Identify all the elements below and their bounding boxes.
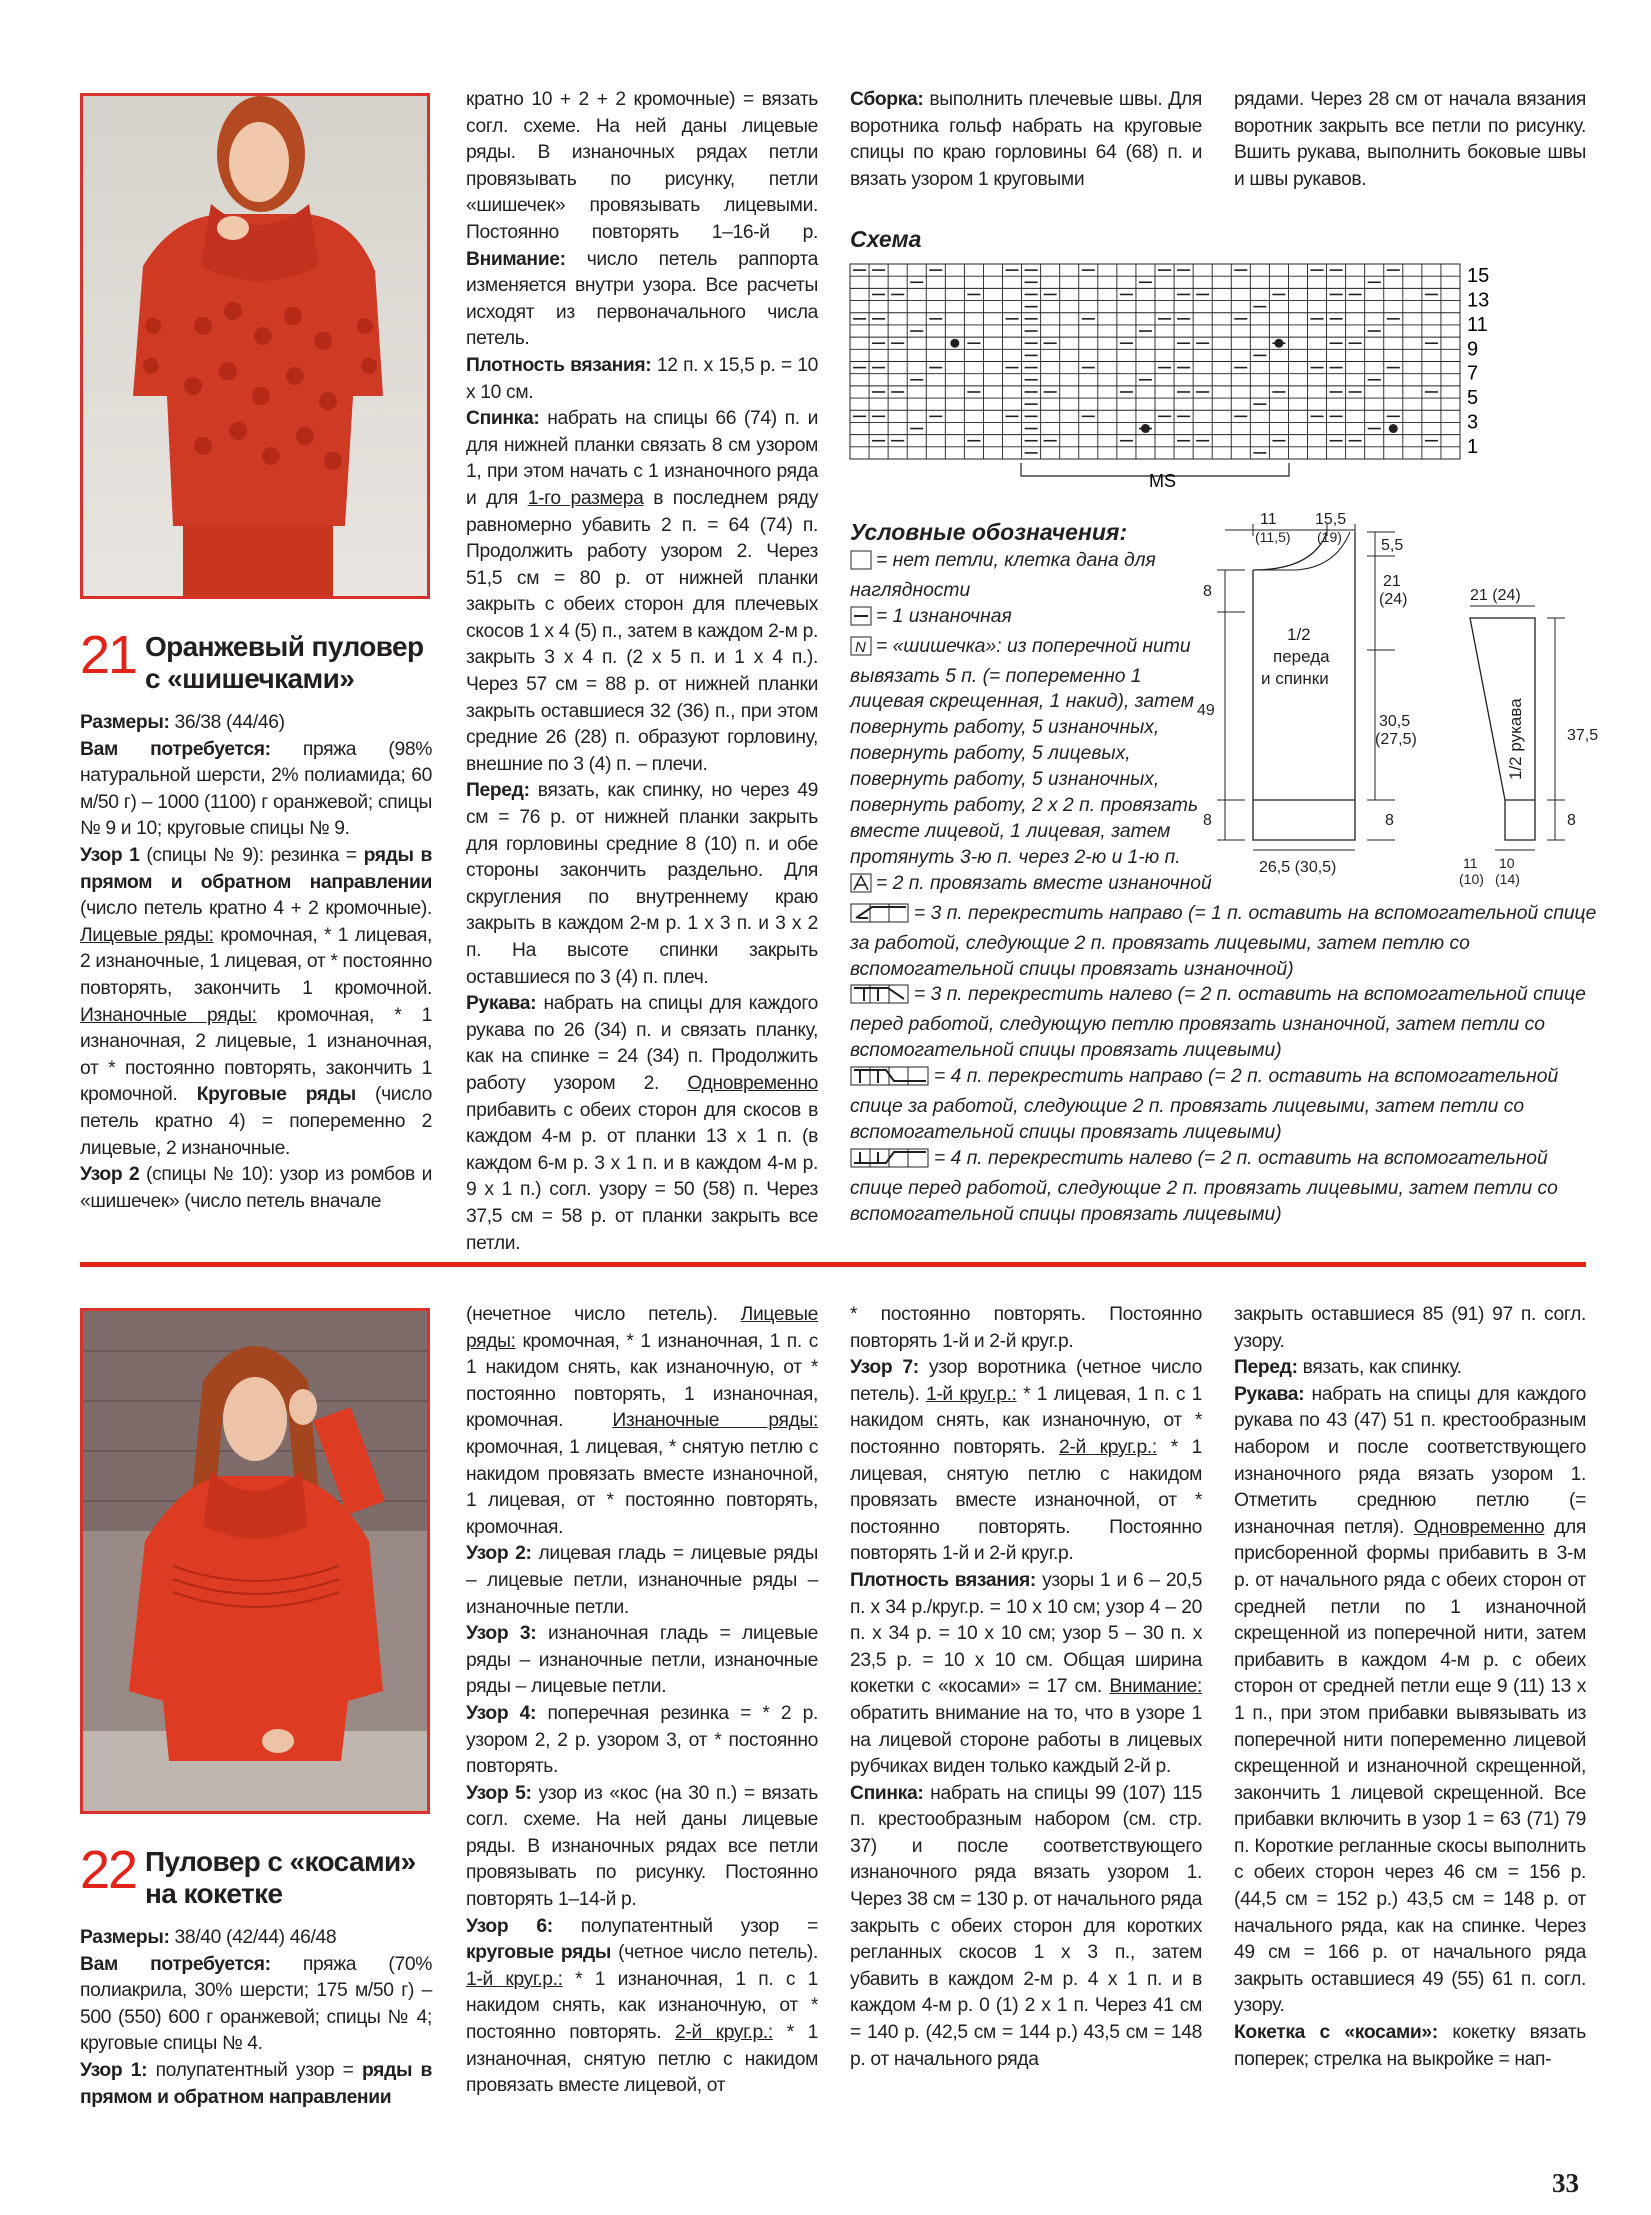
pattern-body-label-2: переда xyxy=(1273,647,1330,666)
legend-text: = 2 п. провязать вместе изнаночной xyxy=(876,872,1212,894)
density-paragraph xyxy=(466,353,818,406)
text-span: кромочная, * 1 лицевая, 2 изнаночные, 1 лицевая, от * постоянно повторять, закончить 1 кромочной. xyxy=(80,924,432,999)
density-label: Плотность вязания: xyxy=(466,354,652,376)
sleeve-bottom-10: 10 xyxy=(1499,855,1515,871)
back-continued: закрыть оставшиеся 85 (91) 97 п. согл. узору. xyxy=(1234,1304,1586,1352)
text-span: узор воротника (четное число петель). xyxy=(850,1357,1202,1405)
sizes-value: 36/38 (44/46) xyxy=(169,712,285,733)
model-22-column-3 xyxy=(850,1302,1202,2073)
text-span: 2-й круг.р.: xyxy=(675,2022,773,2044)
scheme-row-number: 5 xyxy=(1467,387,1479,410)
model-21-column-2 xyxy=(466,87,818,1257)
legend-title: Условные обозначения: xyxy=(850,519,1128,545)
sizes-label: Размеры: xyxy=(80,1927,170,1948)
pattern-right-5-5: 5,5 xyxy=(1381,537,1404,554)
text-span: 1-й круг.р.: xyxy=(925,1383,1017,1405)
pattern-5-paragraph xyxy=(466,1781,818,1914)
pattern-5-label: Узор 5: xyxy=(466,1782,532,1804)
text-span: в последнем ряду равномерно убавить 2 п. = 64 (74) п. Продолжить работу узором 2. Через 51,5 см = 80 р. от нижней планки закрыть с обеих сторон для плечевых скосов 1 х 4 (5) п., затем в каждом 2-м р. закрыть 3 х 4 п. (2 х 5 п. и 1 х 4 п.). Через 57 см = 88 р. от нижней планки закрыть оставшиеся 32 (36) п., при этом средние 26 (28) п. образуют горловину, внешние по 3 (4) п. – плечи. xyxy=(466,487,818,775)
model-22-title xyxy=(145,1846,416,1910)
sleeves-label: Рукава: xyxy=(466,993,537,1015)
model-22-column-2 xyxy=(466,1302,818,2100)
text-span: (число петель кратно 4) = попеременно 2 лицевые, 2 изнаночные. xyxy=(80,1084,432,1159)
text-span: Одновременно xyxy=(687,1072,818,1094)
knitting-scheme-chart xyxy=(849,263,1489,493)
legend-item-cross3-left xyxy=(850,982,1600,1064)
model-22-title-line1: Пуловер с «косами» xyxy=(145,1846,416,1877)
model-21-title xyxy=(145,631,424,695)
text-span: 1-й круг.р.: xyxy=(466,1968,563,1990)
sleeves-paragraph xyxy=(1234,1382,1586,2020)
text-span: Изнаночные ряды: xyxy=(80,1004,257,1026)
model-21-number: 21 xyxy=(80,625,137,685)
legend-text: = нет петли, клетка дана для наглядности xyxy=(850,549,1156,601)
pattern-3-paragraph xyxy=(466,1621,818,1701)
bobble-cell-icon xyxy=(850,636,872,664)
back-paragraph xyxy=(466,406,818,778)
pattern-6-label: Узор 6: xyxy=(466,1915,553,1937)
pattern-top-11: 11 xyxy=(1260,511,1277,528)
text-span: ряды в прямом и обратном направлении xyxy=(80,2059,433,2108)
ms-label: MS xyxy=(1149,471,1176,491)
pattern-right-8: 8 xyxy=(1385,812,1394,829)
legend-text: = 3 п. перекрестить направо (= 1 п. оставить на вспомогательной спице за работой, следующие 2 п. провязать лицевыми, затем петлю со вспомогательной спицы провязать изнаночной) xyxy=(850,902,1597,980)
back-paragraph xyxy=(850,1781,1202,2074)
text-span: Изнаночные ряды: xyxy=(612,1410,818,1432)
pattern-1-label: Узор 1 xyxy=(80,844,140,866)
text-span: число петель раппорта изменяется внутри узора. Все расчеты исходят из первоначального числа петель. xyxy=(466,248,818,350)
text-span: кромочная, * 1 изнаночная, 1 п. с 1 накидом снять, как изнаночную, от * постоянно повторять, 1 изнаночная, кромочная. xyxy=(466,1330,818,1432)
density-paragraph xyxy=(850,1568,1202,1781)
sizes-value: 38/40 (42/44) 46/48 xyxy=(169,1927,337,1948)
text-span: Лицевые ряды: xyxy=(80,924,214,946)
legend-item-bobble xyxy=(850,634,1200,871)
model-22-column-4 xyxy=(1234,1302,1586,2073)
pattern-1-paragraph xyxy=(80,843,432,1162)
pattern-1-paragraph xyxy=(80,2058,432,2111)
pattern-2-label: Узор 2 xyxy=(80,1164,140,1186)
text-span: выполнить плечевые швы. Для воротника гольф набрать на круговые спицы по краю горловины 64 (68) п. и вязать узором 1 круговыми xyxy=(850,89,1202,190)
text-span: набрать на спицы 99 (107) 115 п. крестообразным набором (см. стр. 37) и после соответствующего изнаночного ряда вязать узором 1. Через 38 см = 130 р. от начального ряда закрыть с обеих сторон для коротких регланных скосов 1 х 3 п., затем убавить в каждом 2-м р. 4 х 1 п. и в каждом 4-м р. 0 (1) 2 х 1 п. Через 41 см = 140 р. (42,5 см = 144 р.) 43,5 см = 148 р. от начального ряда xyxy=(850,1782,1202,2070)
sleeve-label: 1/2 рукава xyxy=(1506,698,1525,780)
needs-label: Вам потребуется: xyxy=(80,1953,271,1975)
text-span: прибавить с обеих сторон для скосов в каждом 4-м р. от планки 13 х 1 п. (в каждом 6-м р. 3 х 1 п. и в каждом 4-м р. 9 х 1 п.) согл. узору = 50 (58) п. Через 37,5 см = 58 р. от планки закрыть все петли. xyxy=(466,1099,818,1254)
front-label: Перед: xyxy=(1234,1357,1298,1379)
pattern-6-continued: * постоянно повторять. Постоянно повторять 1-й и 2-й круг.р. xyxy=(850,1304,1202,1352)
legend-text: = 3 п. перекрестить налево (= 2 п. оставить на вспомогательной спице перед работой, следующую петлю провязать изнаночной, затем петли со вспомогательной спицы провязать лицевыми) xyxy=(850,984,1586,1062)
scheme-title: Схема xyxy=(850,226,922,252)
back-label: Спинка: xyxy=(466,408,540,430)
sleeve-cuff: 8 xyxy=(1567,812,1576,829)
pattern-left-49: 49 xyxy=(1197,702,1215,719)
pattern-6-paragraph xyxy=(466,1914,818,2100)
text-span: * 1 изнаночная, 1 п. с 1 накидом снять, как изнаночную, от * постоянно повторять. xyxy=(466,1968,818,2044)
pattern-right-30-5: 30,5 xyxy=(1379,713,1411,730)
page-number: 33 xyxy=(1552,2168,1579,2198)
model-21-title-line2: с «шишечками» xyxy=(145,663,355,694)
cross-4-right-icon xyxy=(850,1066,930,1094)
text-span: (нечетное число петель). xyxy=(466,1304,741,1325)
text-span: 2-й круг.р.: xyxy=(1059,1436,1157,1458)
sleeve-bottom-10p: (10) xyxy=(1459,871,1484,887)
pattern-body-label-1: 1/2 xyxy=(1287,625,1311,644)
sizes-label: Размеры: xyxy=(80,712,170,733)
bobble-mark xyxy=(1274,339,1283,348)
text-span: * 1 лицевая, снятую петлю с накидом провязать вместе изнаночной, от * постоянно повторять. Постоянно повторять 1-й и 2-й круг.р. xyxy=(850,1436,1202,1565)
empty-cell-icon xyxy=(850,550,872,578)
text-span: 12 п. х 15,5 р. = 10 х 10 см. xyxy=(466,354,818,403)
text-span: для присборенной формы прибавить в 3-м р. от начального ряда с обеих сторон от средней петли по 1 изнаночной скрещенной из поперечной нити, затем прибавить в каждом 4-м р. с обеих сторон от средней петли еще 9 (11) 13 х 1 п., при этом прибавки вывязывать из поперечной нити попеременно лицевой скрещенной и изнаночной скрещенной, закончить 1 лицевой скрещенной. Все прибавки включить в узор 1 = 63 (71) 79 п. Короткие регланные скосы выполнить с обеих сторон через 46 см = 156 р. (44,5 см = 152 р.) 43,5 см = 148 р. от начального ряда, как на спинке. Через 49 см = 166 р. от начального ряда закрыть оставшиеся 49 (55) 61 п. согл. узору. xyxy=(1234,1516,1586,2017)
text-span: (четное число петель). xyxy=(610,1942,819,1964)
model-21-title-line1: Оранжевый пуловер xyxy=(145,631,424,662)
cross-3-left-icon xyxy=(850,984,910,1012)
pattern-bottom-width: 26,5 (30,5) xyxy=(1259,859,1337,876)
text-span: кромочная, * 1 изнаночная, 2 лицевые, 1 изнаночная, от * постоянно повторять, закончить 1 кромочной. xyxy=(80,1004,432,1106)
scheme-row-number: 9 xyxy=(1467,338,1479,361)
legend-item-cross4-left xyxy=(850,1146,1600,1228)
front-paragraph xyxy=(466,778,818,991)
text-span: * 1 изнаночная, снятую петлю с накидом провязать вместе лицевой, от xyxy=(466,2022,818,2097)
front-paragraph xyxy=(1234,1355,1586,1382)
text-span: поперечная резинка = * 2 р. узором 2, 2 р. узором 3, от * постоянно повторять. xyxy=(466,1702,819,1778)
cross-4-left-icon xyxy=(850,1148,930,1176)
model-21-column-3 xyxy=(850,87,1202,193)
density-label: Плотность вязания: xyxy=(850,1569,1036,1591)
back-label: Спинка: xyxy=(850,1782,924,1804)
pattern-2-paragraph xyxy=(466,1541,818,1621)
text-span: набрать на спицы для каждого рукава по 43 (47) 51 п. крестообразным набором и после соответствующего изнаночного ряда вязать узором 1. Отметить среднюю петлю (= изнаночная петля). xyxy=(1234,1383,1586,1538)
model-21-image xyxy=(83,96,427,596)
model-22-column-1 xyxy=(80,1925,432,2111)
text-span: 1-го размера xyxy=(527,487,644,509)
p2tog-cell-icon xyxy=(850,873,872,901)
pattern-right-21: 21 xyxy=(1383,573,1401,590)
model-21-column-1 xyxy=(80,710,432,1215)
sleeve-bottom-11: 11 xyxy=(1463,855,1478,871)
needs-value: пряжа (98% натуральной шерсти, 2% полиамида; 60 м/50 г) – 1000 (1100) г оранжевой; спицы № 9 и 10; круговые спицы № 9. xyxy=(80,738,432,840)
sizes-paragraph xyxy=(80,1925,432,1952)
bobble-symbol: N xyxy=(855,638,866,656)
text-span: набрать на спицы для каждого рукава по 26 (34) п. и связать планку, как на спинке = 24 (34) п. Продолжить работу узором 2. xyxy=(466,993,818,1094)
text-span: вязать, как спинку, но через 49 см = 76 р. от нижней планки закрыть для горловины средние 8 (10) п. и обе стороны закончить раздельно. Для скругления по внутреннему краю закрыть в каждом 2-м р. 1 х 3 п. и 3 х 2 п. На высоте спинки закрыть оставшиеся по 3 (4) п. плеч. xyxy=(466,780,818,988)
pattern-top-15-5: 15,5 xyxy=(1315,511,1347,528)
text-span: изнаночная гладь = лицевые ряды – изнаночные петли, изнаночные ряды – лицевые петли. xyxy=(466,1623,818,1698)
scheme-row-number: 3 xyxy=(1467,411,1479,434)
pattern-top-11-5: (11,5) xyxy=(1255,529,1291,545)
legend-text: = 4 п. перекрестить направо (= 2 п. оставить на вспомогательной спице за работой, следующие 2 п. провязать лицевыми, затем петли со вспомогательной спицы провязать лицевыми) xyxy=(850,1066,1559,1143)
scheme-row-number: 7 xyxy=(1467,362,1479,385)
garment-pattern-diagram xyxy=(1195,511,1625,890)
pattern-7-label: Узор 7: xyxy=(850,1357,919,1379)
sizes-paragraph xyxy=(80,710,432,737)
needs-paragraph xyxy=(80,1952,432,2058)
scheme-note-paragraph xyxy=(466,87,818,353)
needs-value: пряжа (70% полиакрила, 30% шерсти; 175 м/50 г) – 500 (550) 600 г оранжевой; спицы № 4; круговые спицы № 4. xyxy=(80,1953,432,2055)
assembly-continued-paragraph: рядами. Через 28 см от начала вязания воротник закрыть все петли по рисунку. Вшить рукава, выполнить боковые швы и швы рукавов. xyxy=(1234,89,1586,190)
pattern-left-8-top: 8 xyxy=(1203,583,1212,600)
sleeve-height: 37,5 xyxy=(1567,727,1599,744)
yoke-paragraph xyxy=(1234,2020,1586,2073)
text-span: Внимание: xyxy=(466,248,566,270)
pattern-4-label: Узор 4: xyxy=(466,1702,537,1724)
legend-item-empty xyxy=(850,548,1200,604)
needs-paragraph xyxy=(80,737,432,843)
scheme-row-number: 13 xyxy=(1467,289,1490,312)
text-span: полупатентный узор = xyxy=(147,2059,362,2081)
model-22-photo xyxy=(80,1308,430,1814)
assembly-label: Сборка: xyxy=(850,89,924,110)
text-span: полупатентный узор = xyxy=(552,1915,818,1937)
model-22-title-line2: на кокетке xyxy=(145,1878,283,1909)
text-span: узор из «кос (на 30 п.) = вязать согл. схеме. На ней даны лицевые ряды. В изнаночных рядах все петли провязывать по рисунку. Постоянно повторять 1–14-й р. xyxy=(466,1782,818,1911)
text-span: (спицы № 9): резинка = xyxy=(139,844,364,866)
text-span: набрать на спицы 66 (74) п. и для нижней планки связать 8 см узором 1, при этом начать с 1 изнаночного ряда и для xyxy=(466,408,818,509)
model-21-photo xyxy=(80,93,430,599)
front-label: Перед: xyxy=(466,780,530,802)
text-span: кокетку вязать поперек; стрелка на выкройке = нап- xyxy=(1234,2022,1587,2070)
scheme-row-number: 11 xyxy=(1467,313,1488,336)
pattern-top-19: (19) xyxy=(1317,529,1342,545)
text-span: * 1 лицевая, 1 п. с 1 накидом снять, как изнаночную, от * постоянно повторять. xyxy=(850,1383,1202,1458)
pattern-4-paragraph xyxy=(466,1701,818,1781)
pattern-7-paragraph xyxy=(850,1355,1202,1568)
pattern-right-27-5: (27,5) xyxy=(1375,731,1417,748)
scheme-row-number: 15 xyxy=(1467,265,1490,288)
text-span: кромочная, 1 лицевая, * снятую петлю с накидом провязать вместе изнаночной, 1 лицевая, от * постоянно повторять, кромочная. xyxy=(466,1436,818,1538)
yoke-label: Кокетка с «косами»: xyxy=(1234,2022,1438,2044)
text-span: (число петель кратно 4 + 2 кромочные). xyxy=(80,898,432,920)
pattern-3-label: Узор 3: xyxy=(466,1623,537,1645)
sleeve-top-width: 21 (24) xyxy=(1470,587,1521,604)
legend-item-cross4-right xyxy=(850,1064,1600,1146)
text-span: Круговые ряды xyxy=(196,1084,356,1106)
pattern-1-label: Узор 1: xyxy=(80,2059,148,2081)
pattern-body-label-3: и спинки xyxy=(1261,669,1329,688)
model-21-column-4 xyxy=(1234,87,1586,193)
model-22-number: 22 xyxy=(80,1840,137,1900)
text-span: вязать, как спинку. xyxy=(1297,1357,1462,1379)
needs-label: Вам потребуется: xyxy=(80,738,271,760)
pattern-2-label: Узор 2: xyxy=(466,1543,532,1565)
text-span: лицевая гладь = лицевые ряды – лицевые петли, изнаночные ряды – изнаночные петли. xyxy=(466,1543,818,1618)
text-span: Лицевые ряды: xyxy=(466,1304,818,1352)
text-span: кратно 10 + 2 + 2 кромочные) = вязать согл. схеме. На ней даны лицевые ряды. В изнаночных рядах петли провязывать по рисунку, петли «шишечек» провязывать лицевыми. Постоянно повторять 1–16-й р. xyxy=(466,89,818,243)
bobble-mark xyxy=(1389,424,1398,433)
sleeves-label: Рукава: xyxy=(1234,1383,1305,1405)
cross-3-right-icon xyxy=(850,903,910,931)
sleeves-paragraph xyxy=(466,991,818,1257)
text-span: ряды в прямом и обратном направлении xyxy=(80,844,432,893)
pattern-2-paragraph xyxy=(80,1162,432,1215)
pattern-right-24: (24) xyxy=(1379,591,1408,608)
pattern-1-continued xyxy=(466,1302,818,1541)
pattern-left-8-bottom: 8 xyxy=(1203,812,1212,829)
text-span: (спицы № 10): узор из ромбов и «шишечек» (число петель вначале xyxy=(80,1164,432,1212)
bobble-mark xyxy=(950,339,959,348)
assembly-paragraph xyxy=(850,87,1202,193)
text-span: Внимание: xyxy=(1109,1676,1202,1698)
legend-text: = «шишечка»: из поперечной нити вывязать 5 п. (= попеременно 1 лицевая скрещенная, 1 накид), затем повернуть работу, 5 изнаночных, повернуть работу, 5 лицевых, повернуть работу, 5 изнаночных, повернуть работу, 2 х 2 п. провязать вместе лицевой, 1 лицевая, затем протянуть 3-ю п. через 2-ю и 1-ю п. xyxy=(850,635,1199,868)
legend-text: = 4 п. перекрестить налево (= 2 п. оставить на вспомогательной спице перед работой, следующие 2 п. провязать лицевыми, затем петли со вспомогательной спицы провязать лицевыми) xyxy=(850,1147,1558,1225)
sleeve-bottom-14: (14) xyxy=(1495,871,1520,887)
bobble-mark xyxy=(1141,424,1150,433)
section-divider xyxy=(80,1262,1586,1267)
text-span: Одновременно xyxy=(1413,1516,1545,1538)
text-span: круговые ряды xyxy=(466,1942,611,1964)
legend-item-cross3-right xyxy=(850,901,1600,983)
model-22-image xyxy=(83,1311,427,1811)
legend-text: = 1 изнаночная xyxy=(876,605,1012,627)
text-span: обратить внимание на то, что в узоре 1 на лицевой стороне работы в лицевых рубчиках виден только каждый 2-й р. xyxy=(850,1702,1202,1778)
text-span: узоры 1 и 6 – 20,5 п. х 34 р./круг.р. = 10 х 10 см; узор 4 – 20 п. х 34 р. = 10 х 10 см; узор 5 – 30 п. х 23,5 р. = 10 х 10 см. Общая ширина кокетки с «косами» = 17 см. xyxy=(850,1569,1202,1698)
scheme-row-number: 1 xyxy=(1467,435,1479,458)
purl-cell-icon xyxy=(850,606,872,634)
